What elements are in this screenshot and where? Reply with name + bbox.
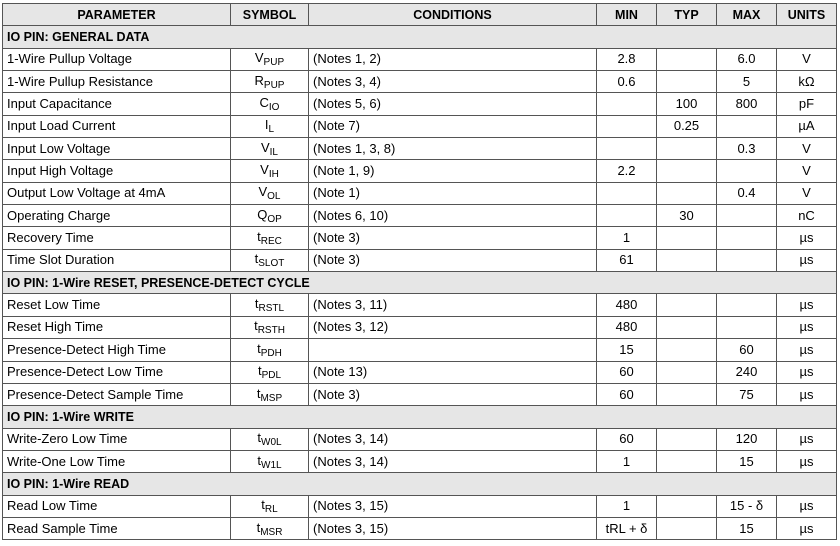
symbol-main: R — [254, 72, 264, 88]
conditions-cell: (Note 3) — [309, 383, 597, 405]
symbol-main: V — [260, 139, 270, 155]
header-symbol: SYMBOL — [231, 4, 309, 26]
min-cell: 1 — [597, 450, 657, 472]
table-row — [3, 227, 837, 249]
table-row — [3, 205, 837, 227]
typ-cell — [657, 48, 717, 70]
symbol-main: t — [257, 452, 262, 468]
conditions-cell: (Note 13) — [309, 361, 597, 383]
typ-cell — [657, 428, 717, 450]
symbol-subscript: PDL — [261, 370, 282, 382]
symbol-subscript: RSTH — [257, 325, 285, 337]
parameter-cell: Reset High Time — [3, 316, 231, 338]
max-cell — [717, 294, 777, 316]
symbol-cell — [231, 450, 309, 472]
max-cell: 0.3 — [717, 138, 777, 160]
symbol-subscript: SLOT — [258, 258, 285, 270]
section-title: IO PIN: 1-Wire WRITE — [3, 406, 837, 428]
conditions-cell: (Notes 3, 4) — [309, 71, 597, 93]
max-cell — [717, 160, 777, 182]
symbol-subscript: IO — [268, 102, 280, 114]
max-cell: 5 — [717, 71, 777, 93]
typ-cell — [657, 316, 717, 338]
symbol-cell — [231, 361, 309, 383]
table-row — [3, 428, 837, 450]
max-cell: 800 — [717, 93, 777, 115]
units-cell: µs — [777, 316, 837, 338]
symbol-cell — [231, 517, 309, 539]
symbol-subscript: IH — [268, 169, 279, 181]
conditions-cell: (Note 3) — [309, 249, 597, 271]
table-row — [3, 160, 837, 182]
typ-cell: 30 — [657, 205, 717, 227]
table-row — [3, 182, 837, 204]
units-cell: µA — [777, 115, 837, 137]
parameter-cell: Read Sample Time — [3, 517, 231, 539]
symbol-subscript: PDH — [260, 347, 282, 359]
max-cell: 15 — [717, 517, 777, 539]
table-row — [3, 71, 837, 93]
min-cell: 1 — [597, 227, 657, 249]
symbol-main: C — [259, 95, 269, 111]
units-cell: V — [777, 182, 837, 204]
typ-cell — [657, 138, 717, 160]
symbol-subscript: L — [268, 124, 275, 136]
parameter-cell: Read Low Time — [3, 495, 231, 517]
min-cell: 1 — [597, 495, 657, 517]
symbol-main: t — [261, 497, 265, 513]
symbol-cell — [231, 205, 309, 227]
symbol-subscript: REC — [260, 236, 282, 248]
min-cell: 60 — [597, 361, 657, 383]
symbol-subscript: OP — [267, 213, 282, 225]
min-cell: 60 — [597, 428, 657, 450]
conditions-cell: (Notes 3, 15) — [309, 517, 597, 539]
section-header-row — [3, 473, 837, 495]
max-cell: 240 — [717, 361, 777, 383]
symbol-main: t — [257, 430, 262, 446]
min-cell — [597, 115, 657, 137]
min-cell: 480 — [597, 316, 657, 338]
parameter-cell: Reset Low Time — [3, 294, 231, 316]
conditions-cell: (Notes 5, 6) — [309, 93, 597, 115]
section-header-row — [3, 26, 837, 48]
header-parameter: PARAMETER — [3, 4, 231, 26]
min-cell — [597, 138, 657, 160]
units-cell: V — [777, 48, 837, 70]
symbol-cell — [231, 428, 309, 450]
min-cell: tRL + δ — [597, 517, 657, 539]
table-row — [3, 495, 837, 517]
symbol-cell — [231, 249, 309, 271]
symbol-subscript: RSTL — [258, 303, 285, 315]
symbol-main: Q — [257, 206, 268, 222]
header-typ: TYP — [657, 4, 717, 26]
conditions-cell — [309, 339, 597, 361]
units-cell: kΩ — [777, 71, 837, 93]
parameter-cell: Input Load Current — [3, 115, 231, 137]
max-cell: 15 - δ — [717, 495, 777, 517]
symbol-cell — [231, 115, 309, 137]
units-cell: µs — [777, 517, 837, 539]
units-cell: pF — [777, 93, 837, 115]
table-row — [3, 249, 837, 271]
units-cell: µs — [777, 361, 837, 383]
symbol-subscript: W0L — [261, 437, 282, 449]
symbol-subscript: RL — [264, 504, 278, 516]
conditions-cell: (Note 7) — [309, 115, 597, 137]
max-cell — [717, 227, 777, 249]
symbol-cell — [231, 71, 309, 93]
units-cell: µs — [777, 428, 837, 450]
section-title: IO PIN: 1-Wire RESET, PRESENCE-DETECT CYCLE — [3, 272, 837, 294]
min-cell — [597, 182, 657, 204]
min-cell — [597, 205, 657, 227]
units-cell: V — [777, 160, 837, 182]
table-row — [3, 138, 837, 160]
typ-cell — [657, 517, 717, 539]
table-row — [3, 93, 837, 115]
max-cell: 0.4 — [717, 182, 777, 204]
min-cell: 480 — [597, 294, 657, 316]
header-units: UNITS — [777, 4, 837, 26]
symbol-main: t — [256, 385, 261, 401]
table-row — [3, 316, 837, 338]
symbol-cell — [231, 316, 309, 338]
table-row — [3, 48, 837, 70]
parameter-cell: Write-Zero Low Time — [3, 428, 231, 450]
max-cell: 6.0 — [717, 48, 777, 70]
conditions-cell: (Notes 3, 12) — [309, 316, 597, 338]
symbol-cell — [231, 339, 309, 361]
parameter-cell: Recovery Time — [3, 227, 231, 249]
conditions-cell: (Note 3) — [309, 227, 597, 249]
section-header-row — [3, 272, 837, 294]
max-cell — [717, 316, 777, 338]
symbol-subscript: MSR — [260, 526, 283, 538]
conditions-cell: (Notes 1, 3, 8) — [309, 138, 597, 160]
symbol-cell — [231, 93, 309, 115]
typ-cell: 0.25 — [657, 115, 717, 137]
parameter-cell: Presence-Detect High Time — [3, 339, 231, 361]
table-row — [3, 361, 837, 383]
symbol-main: V — [254, 50, 264, 66]
symbol-main: t — [256, 519, 261, 535]
parameter-cell: Operating Charge — [3, 205, 231, 227]
typ-cell — [657, 249, 717, 271]
parameter-cell: Write-One Low Time — [3, 450, 231, 472]
parameter-cell: Output Low Voltage at 4mA — [3, 182, 231, 204]
symbol-main: V — [260, 162, 269, 178]
typ-cell — [657, 182, 717, 204]
max-cell — [717, 205, 777, 227]
typ-cell — [657, 495, 717, 517]
min-cell: 2.8 — [597, 48, 657, 70]
symbol-cell — [231, 48, 309, 70]
parameter-cell: 1-Wire Pullup Voltage — [3, 48, 231, 70]
symbol-main: V — [258, 184, 268, 200]
units-cell: µs — [777, 294, 837, 316]
max-cell: 75 — [717, 383, 777, 405]
symbol-main: t — [254, 251, 259, 267]
conditions-cell: (Notes 3, 14) — [309, 450, 597, 472]
section-title: IO PIN: 1-Wire READ — [3, 473, 837, 495]
parameter-cell: Presence-Detect Sample Time — [3, 383, 231, 405]
max-cell — [717, 115, 777, 137]
units-cell: µs — [777, 339, 837, 361]
table-row — [3, 339, 837, 361]
symbol-subscript: IL — [269, 146, 278, 158]
conditions-cell: (Note 1) — [309, 182, 597, 204]
typ-cell — [657, 361, 717, 383]
max-cell: 120 — [717, 428, 777, 450]
header-conditions: CONDITIONS — [309, 4, 597, 26]
typ-cell — [657, 160, 717, 182]
min-cell: 60 — [597, 383, 657, 405]
max-cell — [717, 249, 777, 271]
units-cell: µs — [777, 227, 837, 249]
typ-cell — [657, 450, 717, 472]
section-title: IO PIN: GENERAL DATA — [3, 26, 837, 48]
table-row — [3, 450, 837, 472]
symbol-main: t — [257, 363, 262, 379]
parameter-cell: Time Slot Duration — [3, 249, 231, 271]
conditions-cell: (Notes 3, 15) — [309, 495, 597, 517]
electrical-characteristics-table — [2, 3, 837, 540]
symbol-subscript: PUP — [263, 57, 285, 69]
typ-cell: 100 — [657, 93, 717, 115]
symbol-main: t — [254, 296, 259, 312]
conditions-cell: (Note 1, 9) — [309, 160, 597, 182]
symbol-main: t — [257, 229, 261, 245]
typ-cell — [657, 339, 717, 361]
table-row — [3, 517, 837, 539]
symbol-subscript: OL — [267, 191, 281, 203]
symbol-cell — [231, 294, 309, 316]
header-min: MIN — [597, 4, 657, 26]
typ-cell — [657, 71, 717, 93]
units-cell: µs — [777, 495, 837, 517]
typ-cell — [657, 227, 717, 249]
conditions-cell: (Notes 6, 10) — [309, 205, 597, 227]
symbol-cell — [231, 138, 309, 160]
parameter-cell: Input Capacitance — [3, 93, 231, 115]
symbol-main: t — [254, 318, 258, 334]
min-cell: 2.2 — [597, 160, 657, 182]
units-cell: V — [777, 138, 837, 160]
units-cell: µs — [777, 249, 837, 271]
min-cell: 0.6 — [597, 71, 657, 93]
symbol-main: I — [264, 117, 269, 133]
symbol-cell — [231, 495, 309, 517]
typ-cell — [657, 294, 717, 316]
symbol-cell — [231, 227, 309, 249]
header-max: MAX — [717, 4, 777, 26]
max-cell: 15 — [717, 450, 777, 472]
typ-cell — [657, 383, 717, 405]
conditions-cell: (Notes 3, 11) — [309, 294, 597, 316]
parameter-cell: Input High Voltage — [3, 160, 231, 182]
min-cell: 15 — [597, 339, 657, 361]
table-row — [3, 294, 837, 316]
max-cell: 60 — [717, 339, 777, 361]
symbol-subscript: MSP — [260, 392, 283, 404]
parameter-cell: 1-Wire Pullup Resistance — [3, 71, 231, 93]
symbol-cell — [231, 383, 309, 405]
conditions-cell: (Notes 3, 14) — [309, 428, 597, 450]
symbol-cell — [231, 182, 309, 204]
symbol-main: t — [257, 340, 261, 356]
header-row — [3, 4, 837, 26]
units-cell: nC — [777, 205, 837, 227]
section-header-row — [3, 406, 837, 428]
units-cell: µs — [777, 383, 837, 405]
min-cell: 61 — [597, 249, 657, 271]
parameter-cell: Input Low Voltage — [3, 138, 231, 160]
units-cell: µs — [777, 450, 837, 472]
conditions-cell: (Notes 1, 2) — [309, 48, 597, 70]
table-row — [3, 115, 837, 137]
symbol-subscript: PUP — [263, 79, 285, 91]
min-cell — [597, 93, 657, 115]
parameter-cell: Presence-Detect Low Time — [3, 361, 231, 383]
table-row — [3, 383, 837, 405]
symbol-subscript: W1L — [261, 459, 282, 471]
symbol-cell — [231, 160, 309, 182]
